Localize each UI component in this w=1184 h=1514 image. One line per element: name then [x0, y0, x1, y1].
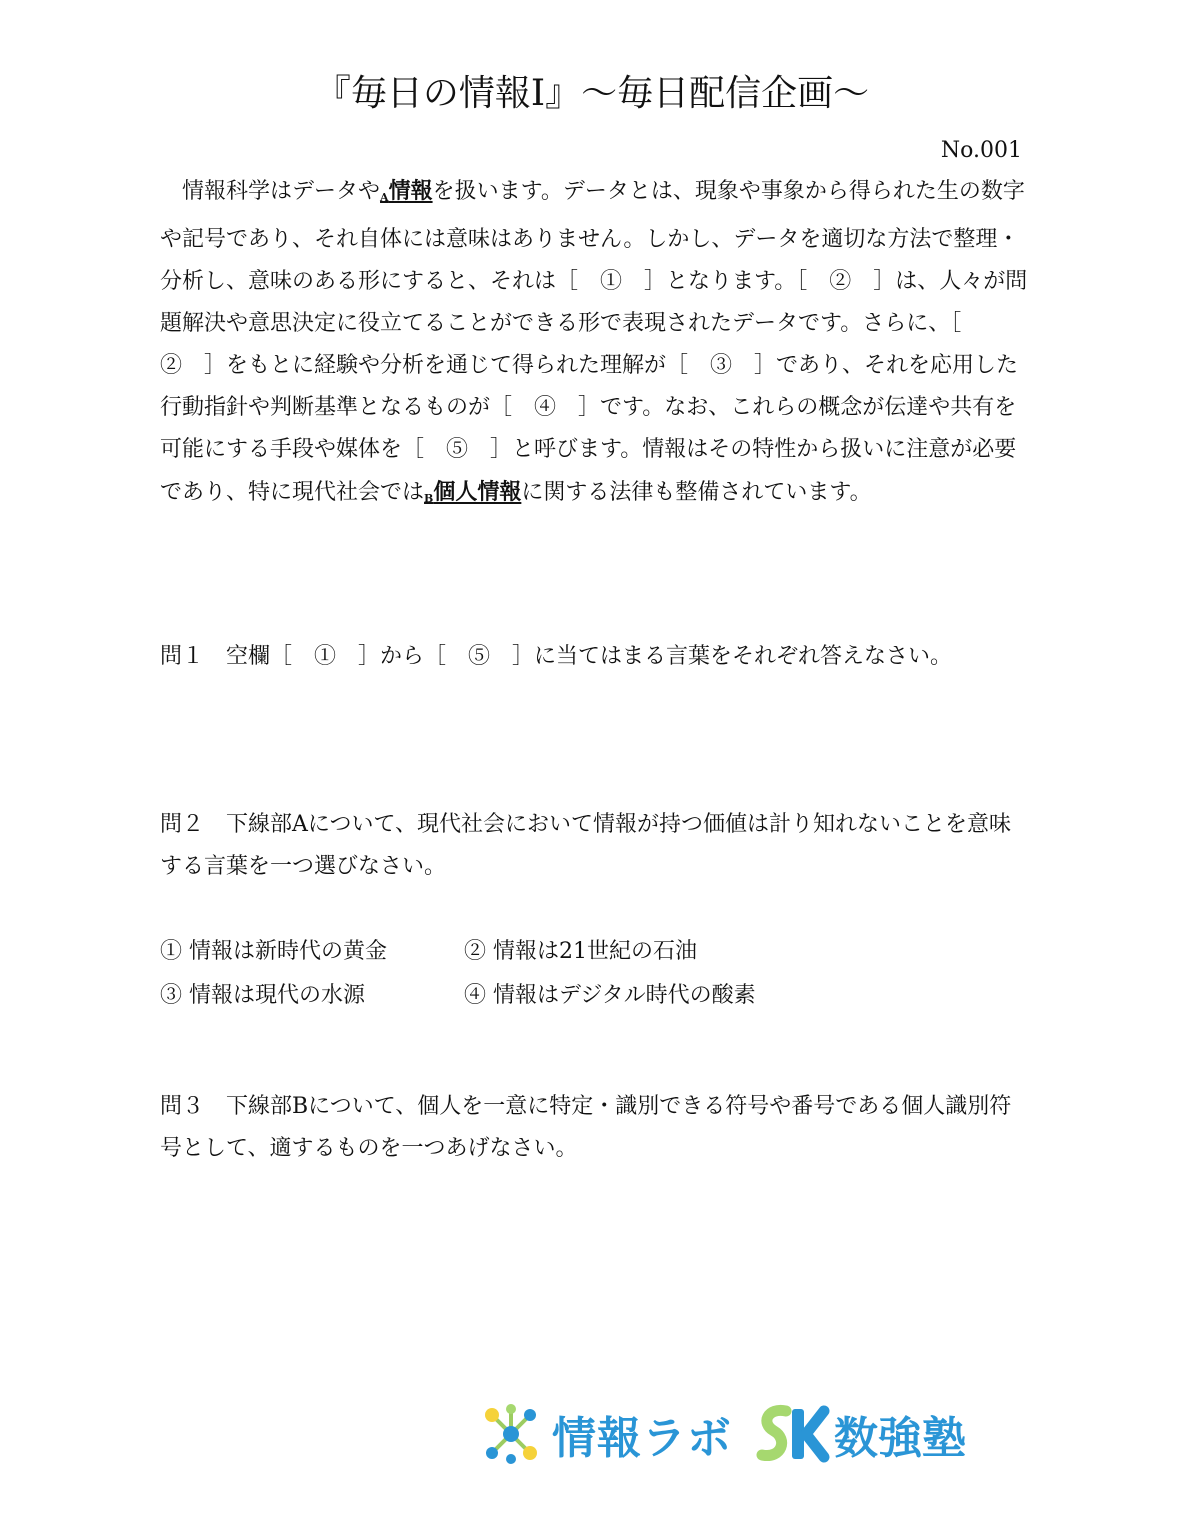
question-2-text: 問２ 下線部Aについて、現代社会において情報が持つ価値は計り知れないことを意味する言葉を一つ選びなさい。 — [160, 812, 1012, 879]
suukyojuku-text: 数強塾 — [834, 1413, 966, 1464]
underline-a-text: 情報 — [388, 178, 433, 204]
passage — [160, 170, 1028, 520]
underline-a-letter: A — [380, 191, 389, 204]
question-2-choices — [160, 930, 768, 1018]
choice-4: ④ 情報はデジタル時代の酸素 — [464, 983, 756, 1008]
passage-text-3: に関する法律も整備されています。 — [521, 480, 872, 505]
choice-2: ② 情報は21世紀の石油 — [464, 939, 697, 964]
underline-b-letter: B — [424, 492, 434, 505]
choice-1: ① 情報は新時代の黄金 — [160, 939, 387, 964]
molecule-icon — [478, 1401, 544, 1467]
question-2 — [160, 804, 1028, 888]
passage-text-1: 情報科学はデータや — [160, 179, 381, 204]
issue-number: No.001 — [940, 138, 1022, 163]
joho-lab-logo — [478, 1401, 732, 1467]
suukyojuku-logo — [756, 1401, 966, 1467]
sk-mark-icon — [756, 1401, 830, 1467]
underline-a — [380, 178, 433, 204]
choice-3: ③ 情報は現代の水源 — [160, 983, 365, 1008]
question-3 — [160, 1086, 1028, 1170]
question-1 — [160, 636, 1028, 678]
passage-text-2: を扱います。データとは、現象や事象から得られた生の数字や記号であり、それ自体には意味はありません。しかし、データを適切な方法で整理・分析し、意味のある形にすると、それは［ ① ］となります。［ ② ］は、人々が問題解決や意思決定に役立てることができる形で表現されたデータです。さらに、［ ② ］をもとに経験や分析を通じて得られた理解が［ ③ ］であり、それを応用した行動指針や判断基準となるものが［ ④ ］です。なお、これらの概念が伝達や共有を可能にする手段や媒体を［ ⑤ ］と呼びます。情報はその特性から扱いに注意が必要であり、特に現代社会では — [160, 179, 1028, 505]
underline-b-text: 個人情報 — [433, 479, 522, 505]
footer-logos — [478, 1398, 966, 1470]
page-title: 『毎日の情報Ⅰ』〜毎日配信企画〜 — [314, 73, 870, 114]
underline-b — [424, 479, 521, 505]
question-3-text: 問３ 下線部Bについて、個人を一意に特定・識別できる符号や番号である個人識別符号として、適するものを一つあげなさい。 — [160, 1094, 1012, 1161]
question-1-text: 問１ 空欄［ ① ］から［ ⑤ ］に当てはまる言葉をそれぞれ答えなさい。 — [160, 644, 953, 669]
joho-lab-text: 情報ラボ — [552, 1413, 732, 1464]
